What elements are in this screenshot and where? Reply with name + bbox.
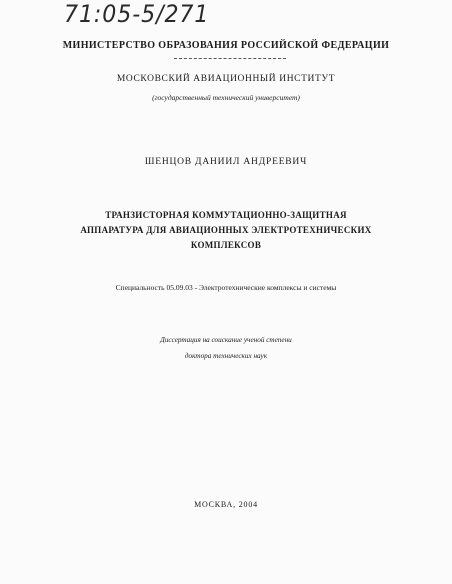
- title-line: ТРАНЗИСТОРНАЯ КОММУТАЦИОННО-ЗАЩИТНАЯ: [105, 210, 347, 220]
- city-year: МОСКВА, 2004: [194, 500, 258, 509]
- author-name: ШЕНЦОВ ДАНИИЛ АНДРЕЕВИЧ: [144, 157, 308, 167]
- institute-name: МОСКОВСКИЙ АВИАЦИОННЫЙ ИНСТИТУТ: [116, 74, 336, 84]
- institute-subtitle: (государственный технический университет): [152, 93, 300, 102]
- ministry-heading: МИНИСТЕРСТВО ОБРАЗОВАНИЯ РОССИЙСКОЙ ФЕДЕРАЦИИ: [62, 40, 390, 51]
- degree-statement: [0, 332, 452, 364]
- degree-line: доктора технических наук: [184, 352, 268, 360]
- dissertation-title: [0, 208, 452, 253]
- title-line: КОМПЛЕКСОВ: [190, 240, 262, 250]
- specialty-line: Специальность 05.09.03 - Электротехнические комплексы и системы: [115, 283, 337, 292]
- archive-stamp: 71:05-5/271: [64, 0, 210, 28]
- title-line: АППАРАТУРА ДЛЯ АВИАЦИОННЫХ ЭЛЕКТРОТЕХНИЧЕСКИХ: [80, 225, 372, 235]
- divider-line: [174, 58, 286, 59]
- degree-line: Диссертация на соискание ученой степени: [160, 336, 292, 344]
